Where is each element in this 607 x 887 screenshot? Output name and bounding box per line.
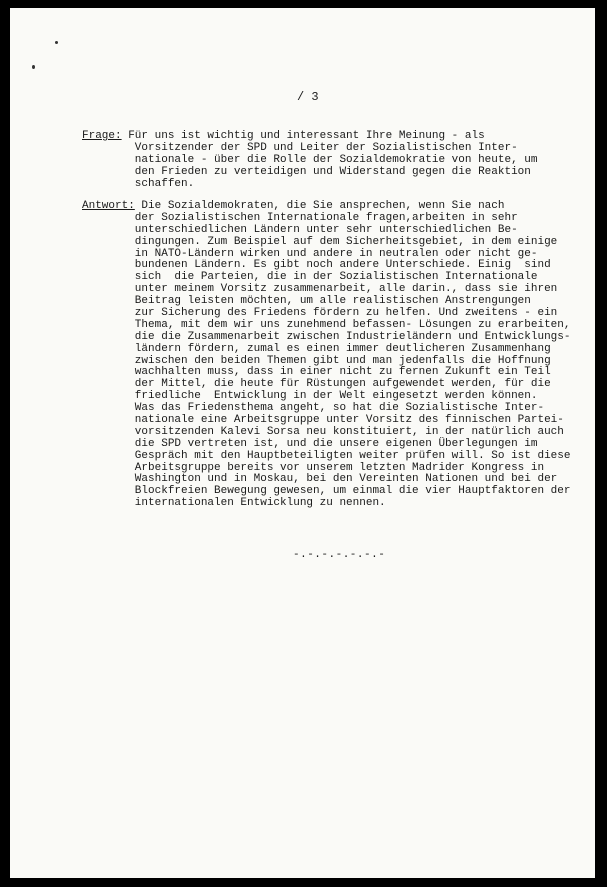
antwort-line-text: zur Sicherung des Friedens fördern zu helfen. Und zweitens - ein xyxy=(82,307,558,320)
antwort-line-text: Washington und in Moskau, bei den Vereinten Nationen und bei der xyxy=(82,473,558,486)
antwort-line-text: nationale eine Arbeitsgruppe unter Vorsitz des finnischen Partei- xyxy=(82,414,564,427)
antwort-line-text: bundenen Ländern. Es gibt noch andere Unterschiede. Einig sind xyxy=(82,259,551,272)
antwort-line-text: unterschiedlichen Ländern unter sehr unterschiedlichen Be- xyxy=(82,223,518,236)
antwort-line xyxy=(82,498,552,510)
antwort-line-text: Blockfreien Bewegung gewesen, um einmal die vier Hauptfaktoren der xyxy=(82,485,571,498)
antwort-line-text: die SPD vertreten ist, und die unsere eigenen Überlegungen im xyxy=(82,437,538,450)
antwort-line-text: ländern fördern, zumal es einen immer deutlicheren Zusammenhang xyxy=(82,342,551,355)
antwort-line-text: der Mittel, die heute für Rüstungen aufgewendet werden, für die xyxy=(82,378,551,391)
antwort-line-text: wachhalten muss, dass in einer nicht zu fernen Zukunft ein Teil xyxy=(82,366,551,379)
frage-line xyxy=(82,179,552,191)
antwort-line-text: internationalen Entwicklung zu nennen. xyxy=(82,497,386,510)
question-paragraph xyxy=(82,131,552,190)
antwort-line-text: der Sozialistischen Internationale fragen,arbeiten in sehr xyxy=(82,211,518,224)
antwort-line-text: Beitrag leisten möchten, um alle realistischen Anstrengungen xyxy=(82,295,531,308)
antwort-line-text: zwischen den beiden Themen gibt und man jedenfalls die Hoffnung xyxy=(82,354,551,367)
frage-line-text: nationale - über die Rolle der Sozialdemokratie von heute, um xyxy=(82,153,538,166)
document-page xyxy=(10,8,595,878)
answer-paragraph xyxy=(82,200,571,510)
antwort-line-text: sich die Parteien, die in der Sozialistischen Internationale xyxy=(82,271,538,284)
antwort-line-text: Thema, mit dem wir uns zunehmend befassen- Lösungen zu erarbeiten, xyxy=(82,318,571,331)
page-number: / 3 xyxy=(297,90,319,104)
antwort-line-text: Arbeitsgruppe bereits vor unserem letzten Madrider Kongress in xyxy=(82,461,545,474)
antwort-line-text: unter meinem Vorsitz zusammenarbeit, alle darin., dass sie ihren xyxy=(82,283,558,296)
frage-line-text: Für uns ist wichtig und interessant Ihre Meinung - als xyxy=(121,130,485,142)
antwort-line-text: in NATO-Ländern wirken und andere in neutralen oder nicht ge- xyxy=(82,247,538,260)
antwort-line-text: friedliche Entwicklung in der Welt eingesetzt werden können. xyxy=(82,390,538,403)
section-separator: -.-.-.-.-.-.- xyxy=(293,549,386,561)
frage-line-text: den Frieden zu verteidigen und Widerstand gegen die Reaktion xyxy=(82,165,531,178)
scan-speck xyxy=(55,41,58,44)
scan-speck xyxy=(32,65,35,69)
frage-label: Frage: xyxy=(82,130,122,142)
frage-line-text: Vorsitzender der SPD und Leiter der Sozialistischen Inter- xyxy=(82,141,518,154)
antwort-line-text: dingungen. Zum Beispiel auf dem Sicherheitsgebiet, in dem einige xyxy=(82,235,558,248)
frage-line-text: schaffen. xyxy=(82,177,195,190)
antwort-line-text: vorsitzenden Kalevi Sorsa neu konstituiert, in der natürlich auch xyxy=(82,425,564,438)
antwort-line-text: Gespräch mit den Hauptbeteiligten weiter prüfen will. So ist diese xyxy=(82,449,571,462)
antwort-line-text: Was das Friedensthema angeht, so hat die Sozialistische Inter- xyxy=(82,402,545,415)
antwort-line-text: Die Sozialdemokraten, die Sie ansprechen, wenn Sie nach xyxy=(134,200,505,212)
antwort-label: Antwort: xyxy=(82,200,135,212)
antwort-line-text: die die Zusammenarbeit zwischen Industrieländern und Entwicklungs- xyxy=(82,330,571,343)
